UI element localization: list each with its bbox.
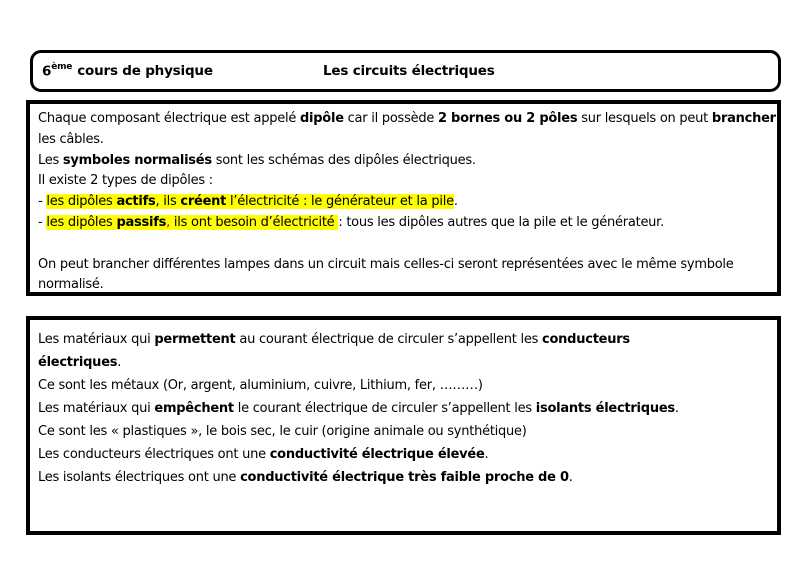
text-segment: permettent [154, 332, 236, 347]
text-line [38, 151, 769, 172]
text-segment: conducteurs [542, 332, 630, 347]
text-segment: . [117, 355, 122, 370]
text-segment: ils ont besoin d’électricité [169, 214, 339, 230]
text-line [38, 109, 776, 130]
text-segment: les câbles. [38, 131, 104, 147]
text-segment: brancher [711, 111, 776, 126]
text-segment: symboles normalisés [62, 152, 212, 168]
text-line [38, 374, 769, 397]
text-segment: Les matériaux qui [38, 401, 155, 416]
text-segment: On peut brancher différentes lampes dans un circuit mais celles-ci seront représentées avec le même symbole [38, 256, 734, 272]
text-segment: Les [38, 152, 63, 168]
text-segment: Ce sont les « plastiques », le bois sec, le cuir (origine animale ou synthétique) [38, 424, 527, 439]
text-segment: Chaque composant électrique est appelé [38, 111, 300, 126]
dipoles-text-box [26, 100, 781, 296]
text-line [38, 171, 769, 192]
text-segment: conductivité électrique très faible proche de 0 [240, 470, 569, 485]
text-segment: , ils [155, 194, 181, 210]
text-segment: empêchent [154, 401, 234, 416]
text-line [38, 351, 769, 374]
text-line [38, 275, 769, 296]
text-segment: car il possède [343, 111, 438, 126]
text-segment: sur lesquels on peut [577, 111, 712, 126]
course-label [42, 63, 213, 80]
text-segment: l’électricité : le générateur et la pile [226, 194, 454, 210]
text-line [38, 328, 769, 351]
text-segment: créent [180, 194, 227, 210]
header-box [30, 50, 781, 92]
text-segment: au courant électrique de circuler s’appellent les [235, 332, 543, 347]
text-segment: . [484, 447, 489, 462]
text-line [38, 234, 769, 255]
course-number: 6 [42, 63, 52, 80]
text-segment: sont les schémas des dipôles électriques. [211, 152, 476, 168]
text-segment: dipôle [299, 111, 344, 126]
text-segment: le courant électrique de circuler s’appellent les [233, 401, 536, 416]
text-line [38, 213, 769, 234]
text-segment: électriques [38, 355, 118, 370]
course-superscript: ème [51, 61, 73, 72]
text-segment: . [453, 194, 458, 210]
text-line [38, 443, 769, 466]
text-segment: Les conducteurs électriques ont une [38, 447, 270, 462]
course-text: cours de physique [77, 63, 213, 80]
text-segment: Il existe 2 types de dipôles : [38, 173, 213, 189]
text-segment: . [674, 401, 679, 416]
text-segment: - [38, 194, 47, 210]
text-segment: actifs [116, 194, 156, 210]
text-segment: les dipôles [46, 214, 117, 230]
text-segment: : tous les dipôles autres que la pile et le générateur. [338, 214, 664, 230]
text-line [38, 192, 769, 213]
text-segment: . [568, 470, 573, 485]
text-segment: Ce sont les métaux (Or, argent, aluminium, cuivre, Lithium, fer, ………) [38, 378, 483, 393]
text-segment: passifs [116, 214, 167, 230]
conductors-text-box [26, 316, 781, 535]
text-line [38, 130, 769, 151]
text-line [38, 255, 769, 276]
text-segment: Les isolants électriques ont une [38, 470, 241, 485]
text-segment: isolants électriques [535, 401, 675, 416]
text-segment: 2 bornes ou 2 pôles [437, 111, 578, 126]
text-segment: , [166, 214, 170, 230]
text-segment: - [38, 214, 47, 230]
text-segment: normalisé. [38, 277, 104, 293]
text-line [38, 397, 769, 420]
text-line [38, 420, 769, 443]
text-segment: conductivité électrique élevée [269, 447, 485, 462]
text-line [38, 466, 769, 489]
page-title: Les circuits électriques [323, 63, 495, 79]
text-segment: les dipôles [46, 194, 117, 210]
text-segment: Les matériaux qui [38, 332, 155, 347]
